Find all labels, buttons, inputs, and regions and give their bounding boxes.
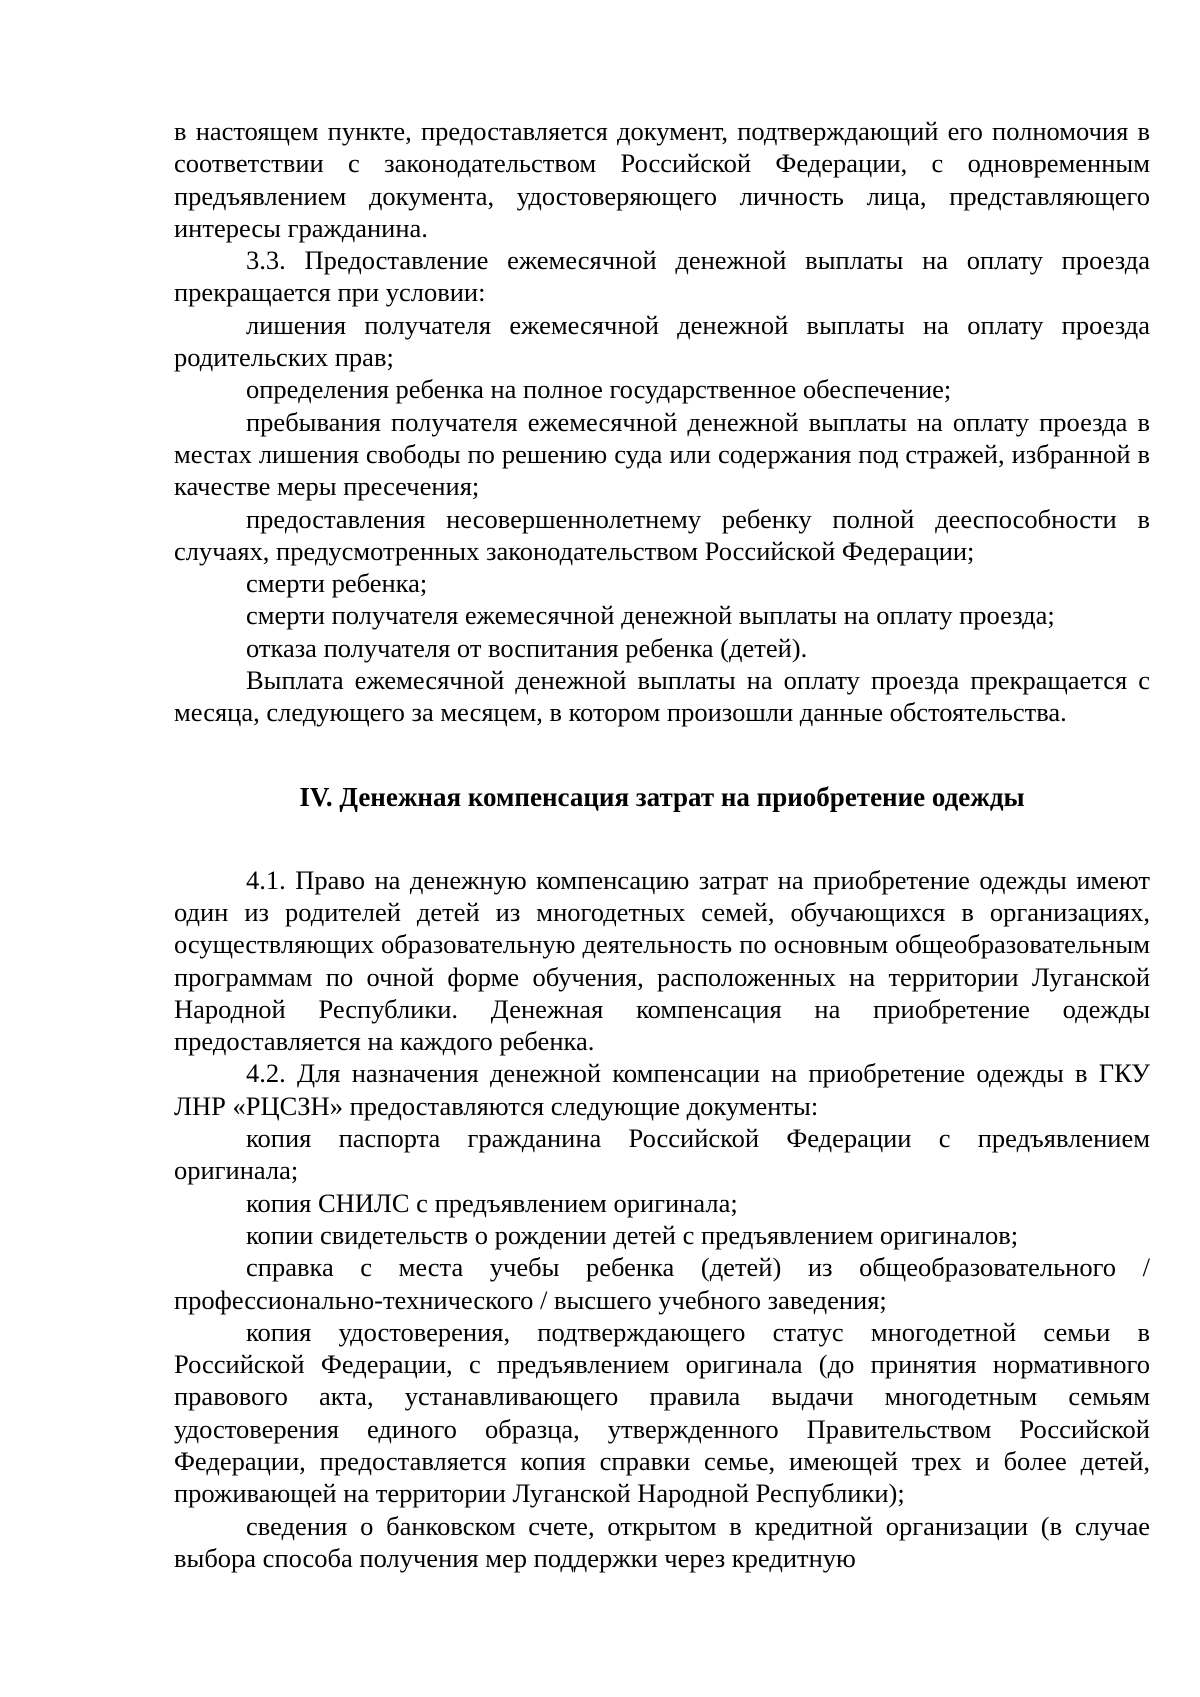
document-page (174, 115, 1150, 1574)
paragraph-4-1: 4.1. Право на денежную компенсацию затрат на приобретение одежды имеют один из родителей детей из многодетных семей, обучающихся в организациях, осуществляющих образовательную деятельность по основным общеобразовательным программам по очной форме обучения, расположенных на территории Луганской Народной Республики. Денежная компенсация на приобретение одежды предоставляется на каждого ребенка. (174, 864, 1150, 1057)
section-heading: IV. Денежная компенсация затрат на приобретение одежды (299, 781, 1025, 812)
paragraph-3-3: 3.3. Предоставление ежемесячной денежной выплаты на оплату проезда прекращается при условии: (174, 245, 1150, 308)
list-item-study-certificate: справка с места учебы ребенка (детей) из общеобразовательного / профессионально-технического / высшего учебного заведения; (174, 1252, 1150, 1315)
list-item-child-death: смерти ребенка; (246, 568, 428, 599)
list-item-large-family-certificate: копия удостоверения, подтверждающего статус многодетной семьи в Российской Федерации, с предъявлением оригинала (до принятия нормативного правового акта, устанавливающего правила выдачи многодетным семьям удостоверения единого образца, утвержденного Правительством Российской Федерации, предоставляется копия справки семье, имеющей трех и более детей, проживающей на территории Луганской Народной Республики); (174, 1316, 1150, 1509)
paragraph-payment-termination: Выплата ежемесячной денежной выплаты на оплату проезда прекращается с месяца, следующего за месяцем, в котором произошли данные обстоятельства. (174, 665, 1150, 728)
list-item-birth-certificates: копии свидетельств о рождении детей с предъявлением оригиналов; (246, 1219, 1019, 1250)
paragraph-authority-document: в настоящем пункте, предоставляется документ, подтверждающий его полномочия в соответствии с законодательством Российской Федерации, с одновременным предъявлением документа, удостоверяющего личность лица, представляющего интересы гражданина. (174, 116, 1150, 243)
list-item-recipient-death: смерти получателя ежемесячной денежной выплаты на оплату проезда; (246, 600, 1055, 631)
list-item-imprisonment: пребывания получателя ежемесячной денежной выплаты на оплату проезда в местах лишения свободы по решению суда или содержания под стражей, избранной в качестве меры пресечения; (174, 406, 1150, 502)
list-item-parental-rights: лишения получателя ежемесячной денежной выплаты на оплату проезда родительских прав; (174, 309, 1150, 373)
list-item-snils: копия СНИЛС с предъявлением оригинала; (246, 1187, 738, 1218)
list-item-refusal: отказа получателя от воспитания ребенка (детей). (246, 632, 808, 663)
list-item-state-support: определения ребенка на полное государственное обеспечение; (246, 374, 952, 405)
list-item-bank-account: сведения о банковском счете, открытом в кредитной организации (в случае выбора способа получения мер поддержки через кредитную (174, 1510, 1150, 1573)
list-item-legal-capacity: предоставления несовершеннолетнему ребенку полной дееспособности в случаях, предусмотренных законодательством Российской Федерации; (174, 503, 1150, 566)
paragraph-4-2: 4.2. Для назначения денежной компенсации на приобретение одежды в ГКУ ЛНР «РЦСЗН» предоставляются следующие документы: (174, 1058, 1150, 1121)
list-item-passport: копия паспорта гражданина Российской Федерации с предъявлением оригинала; (174, 1123, 1150, 1186)
